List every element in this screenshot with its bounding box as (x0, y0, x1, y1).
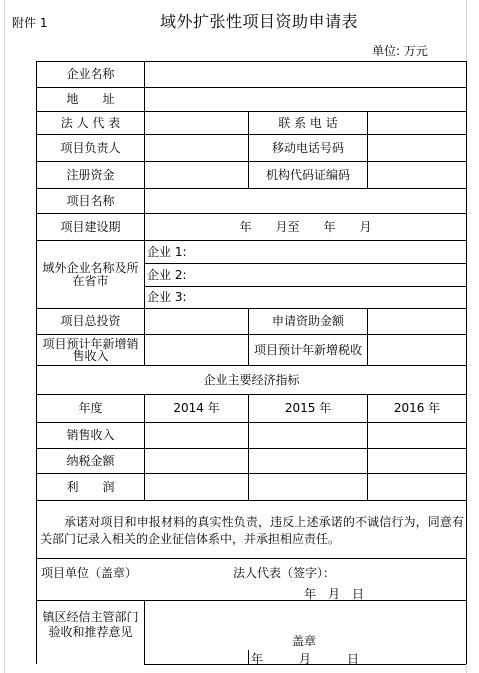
label-review-opinion: 镇区经信主管部门验收和推荐意见 (42, 610, 139, 639)
label-org-code: 机构代码证编码 (265, 167, 350, 182)
legal-representative-input[interactable] (145, 112, 248, 134)
mobile-phone-input[interactable] (368, 135, 466, 161)
review-date: 年 月 日 (251, 652, 360, 666)
org-code-input[interactable] (368, 162, 466, 188)
label-registered-capital: 注册资金 (66, 167, 115, 182)
label-project-unit-seal: 项目单位（盖章） (41, 566, 138, 580)
label-project-name: 项目名称 (66, 193, 115, 208)
company-2-field[interactable]: 企业 2: (147, 267, 187, 282)
expected-sales-input[interactable] (145, 335, 248, 365)
label-expected-sales: 项目预计年新增销售收入 (42, 337, 139, 363)
unit-label: 单位: 万元 (372, 44, 428, 58)
company-name-input[interactable] (145, 62, 466, 87)
attachment-label: 附件 1 (12, 16, 48, 30)
label-tax-amount: 纳税金额 (66, 453, 115, 468)
review-opinion-input[interactable] (145, 601, 466, 633)
project-lead-input[interactable] (145, 135, 248, 161)
sales-2014-input[interactable] (145, 423, 248, 448)
profit-2014-input[interactable] (145, 474, 248, 500)
address-input[interactable] (145, 88, 466, 111)
indicators-heading: 企业主要经济指标 (203, 372, 300, 387)
grid-line (4, 0, 5, 673)
company-1-field[interactable]: 企业 1: (147, 244, 187, 259)
signature-date: 年 月 日 (304, 587, 365, 601)
sales-2015-input[interactable] (249, 423, 367, 448)
build-period-field[interactable]: 年 月至 年 月 (239, 219, 372, 234)
year-column-1: 2014 年 (173, 401, 220, 415)
contact-phone-input[interactable] (368, 112, 466, 134)
label-subsidy-amount: 申请资助金额 (271, 314, 344, 328)
label-outside-companies: 域外企业名称及所在省市 (42, 260, 139, 288)
year-column-3: 2016 年 (393, 401, 441, 415)
label-profit: 利 润 (66, 479, 115, 494)
label-build-period: 项目建设期 (60, 219, 121, 234)
registered-capital-input[interactable] (145, 162, 248, 188)
tax-2016-input[interactable] (368, 449, 466, 473)
total-investment-input[interactable] (145, 309, 248, 334)
review-seal-label: 盖章 (292, 634, 317, 648)
profit-2016-input[interactable] (368, 474, 466, 500)
label-contact-phone: 联 系 电 话 (278, 115, 338, 130)
tax-2014-input[interactable] (145, 449, 248, 473)
project-name-input[interactable] (145, 189, 466, 213)
sales-2016-input[interactable] (368, 423, 466, 448)
label-project-lead: 项目负责人 (60, 140, 121, 155)
label-company-name: 企业名称 (66, 67, 115, 81)
commitment-text: 承诺对项目和申报材料的真实性负责，违反上述承诺的不诚信行为，同意有关部门记录入相关的企业征信体系中，并承担相应责任。 (40, 515, 464, 546)
company-3-field[interactable]: 企业 3: (147, 290, 187, 304)
year-column-2: 2015 年 (284, 401, 332, 415)
label-address: 地 址 (66, 92, 115, 106)
label-total-investment: 项目总投资 (60, 314, 121, 328)
label-legal-representative: 法 人 代 表 (60, 115, 121, 130)
label-mobile-phone: 移动电话号码 (271, 140, 344, 155)
expected-tax-input[interactable] (368, 335, 466, 365)
label-year: 年度 (78, 401, 103, 415)
label-sales-revenue: 销售收入 (66, 428, 115, 442)
tax-2015-input[interactable] (249, 449, 367, 473)
label-expected-tax: 项目预计年新增税收 (253, 342, 362, 357)
page-title: 域外扩张性项目资助申请表 (160, 12, 359, 31)
profit-2015-input[interactable] (249, 474, 367, 500)
label-legal-rep-signature: 法人代表（签字）： (233, 566, 336, 580)
subsidy-amount-input[interactable] (368, 309, 466, 334)
